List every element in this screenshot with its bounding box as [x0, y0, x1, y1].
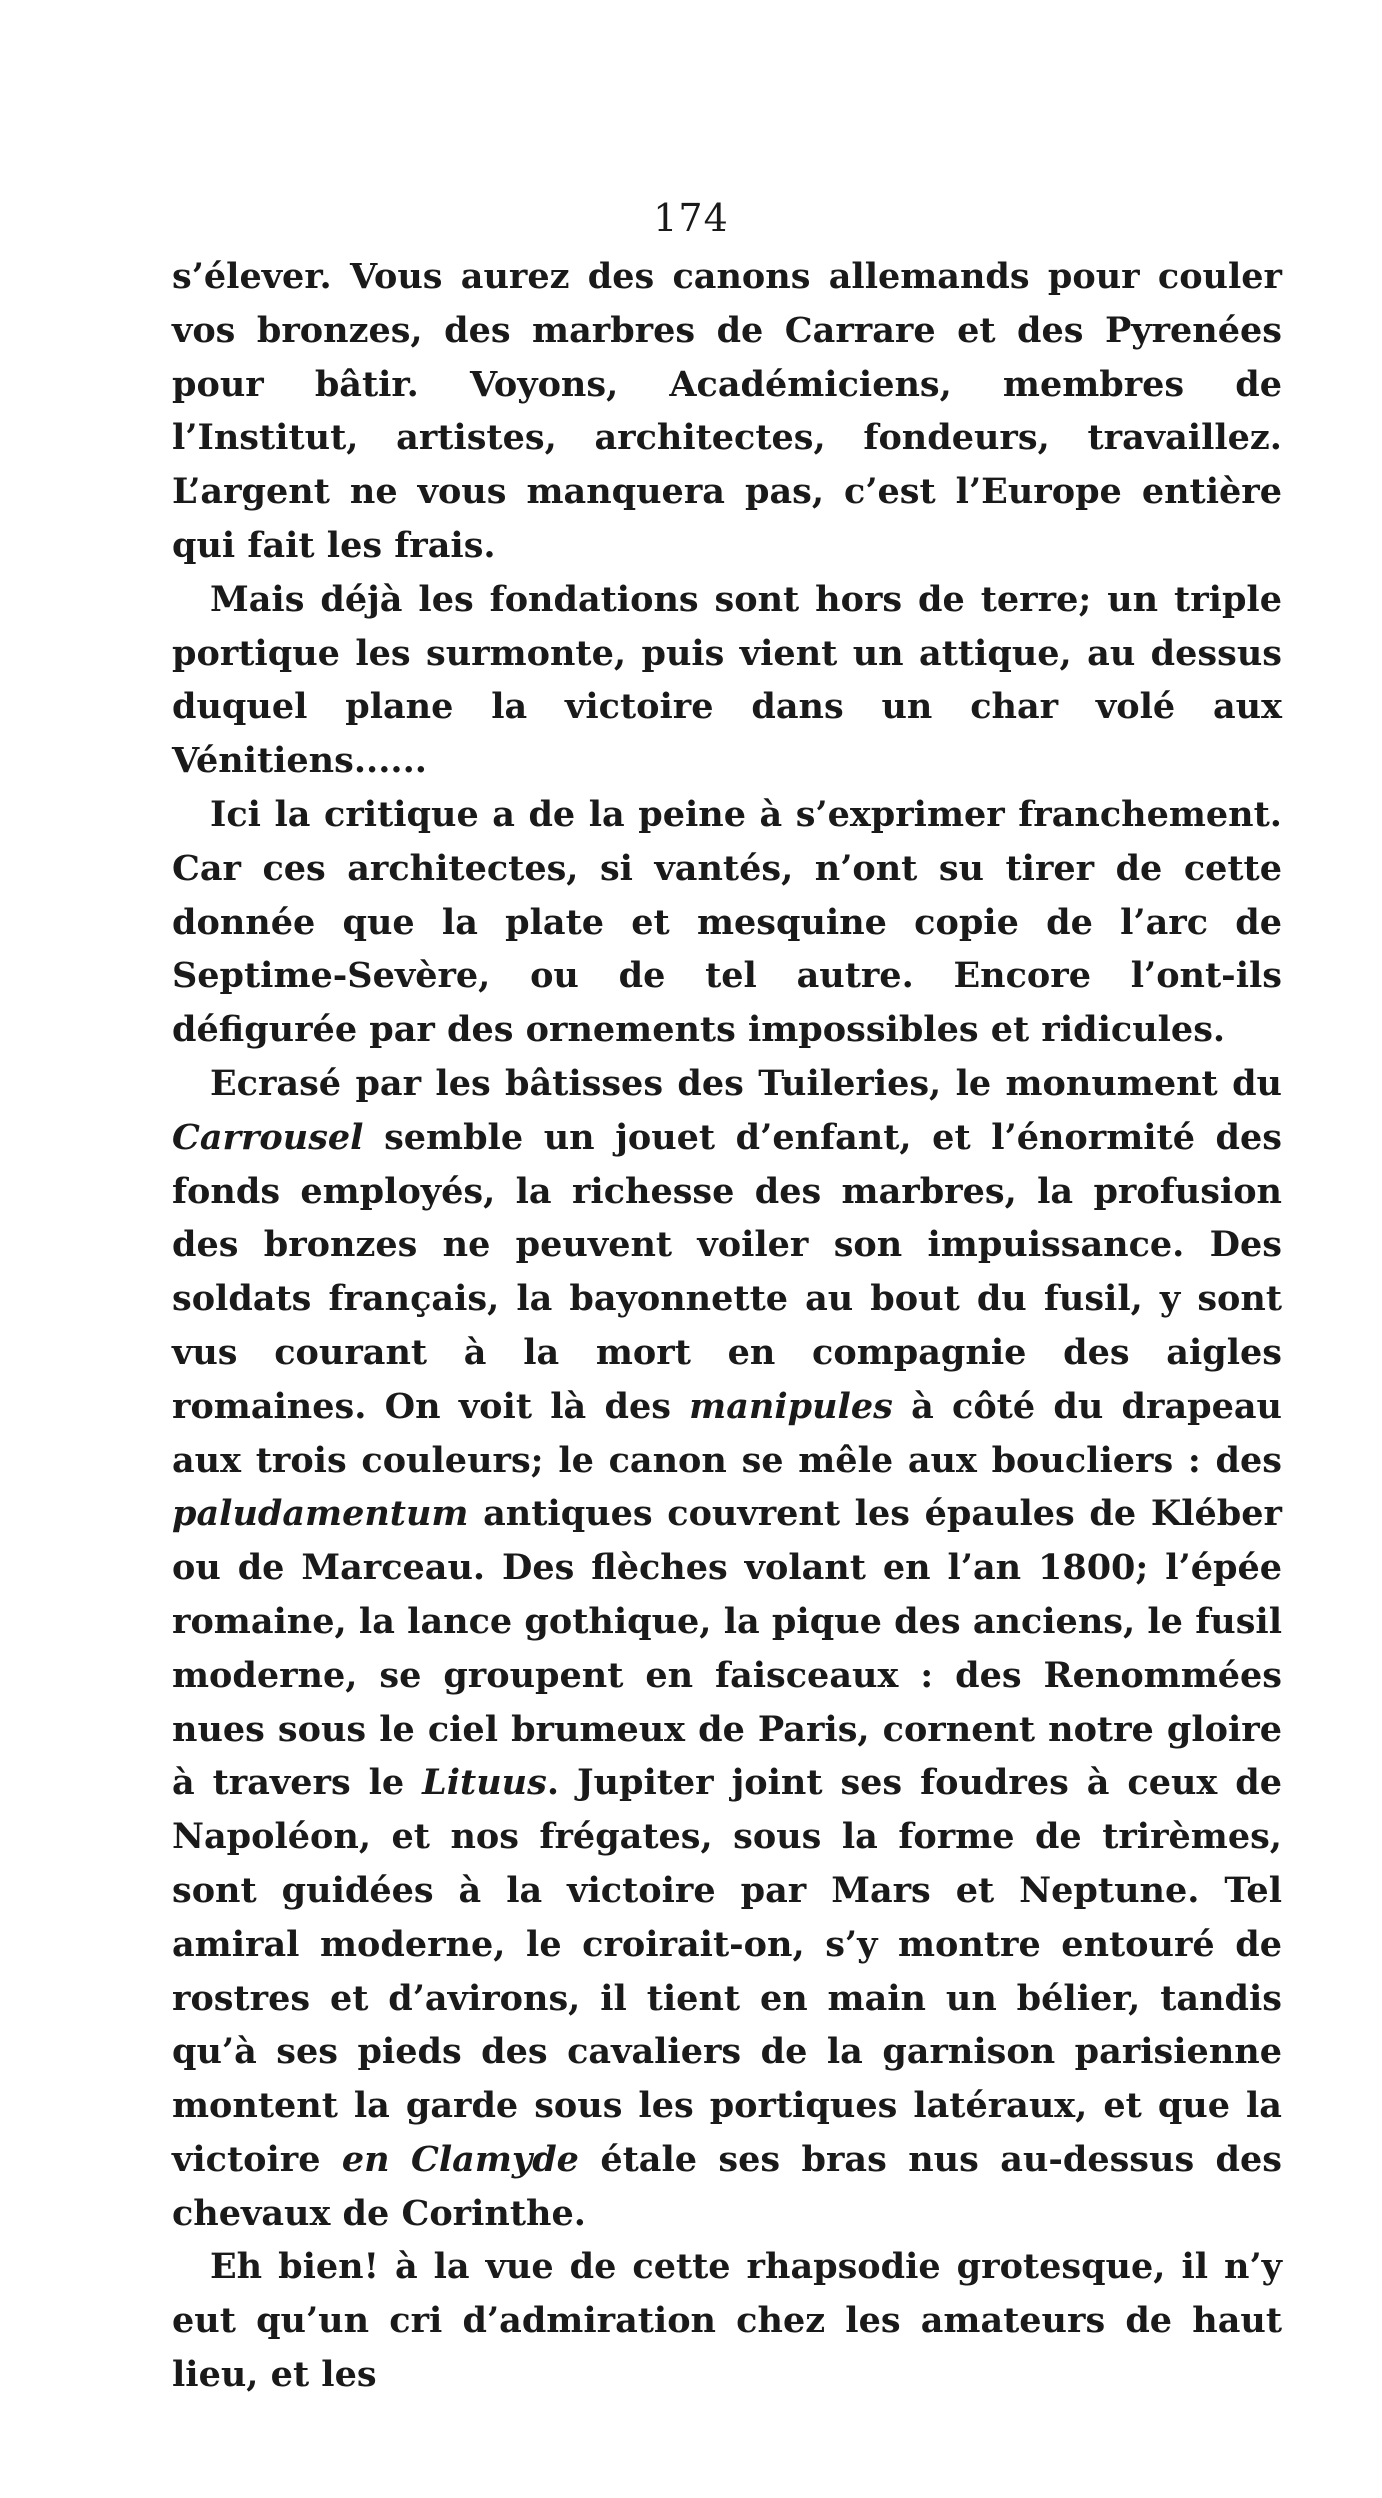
paragraph-4	[172, 1057, 1282, 2241]
text-segment: s’élever. Vous aurez des canons allemands pour couler vos bronzes, des marbres de Carrare et des Pyrenées pour bâtir. Voyons, Académiciens, membres de l’Institut, artistes, architectes, fondeurs, travaillez. L’argent ne vous manquera pas, c’est l’Europe entière qui fait les frais.	[172, 256, 1282, 566]
paragraph-5	[172, 2240, 1282, 2401]
italic-term-paludamentum: paludamentum	[172, 1493, 469, 1535]
italic-term-lituus: Lituus	[422, 1762, 547, 1804]
text-segment: antiques couvrent les épaules de Kléber ou de Marceau. Des flèches volant en l’an 1800; l’épée romaine, la lance gothique, la pique des anciens, le fusil moderne, se groupent en faisceaux : des Renommées nues sous le ciel brumeux de Paris, cornent notre gloire à travers le	[172, 1493, 1282, 1804]
text-segment: étale ses bras nus au-dessus des chevaux de Corinthe.	[172, 2138, 1282, 2234]
page-number: 174	[653, 196, 729, 240]
paragraph-3	[172, 788, 1282, 1057]
text-segment: Ici la critique a de la peine à s’exprimer franchement. Car ces architectes, si vantés, n’ont su tirer de cette donnée que la plate et mesquine copie de l’arc de Septime-Sevère, ou de tel autre. Encore l’ont-ils défigurée par des ornements impossibles et ridicules.	[172, 793, 1282, 1051]
italic-term-carrousel: Carrousel	[172, 1116, 364, 1158]
body-text	[172, 250, 1282, 2402]
text-segment: Mais déjà les fondations sont hors de terre; un triple portique les surmonte, puis vient un attique, au dessus duquel plane la victoire dans un char volé aux Vénitiens......	[172, 578, 1282, 782]
text-segment: à côté du drapeau aux trois couleurs; le canon se mêle aux boucliers : des	[172, 1385, 1282, 1481]
text-segment: . Jupiter joint ses foudres à ceux de Napoléon, et nos frégates, sous la forme de trirèmes, sont guidées à la victoire par Mars et Neptune. Tel amiral moderne, le croirait-on, s’y montre entouré de rostres et d’avirons, il tient en main un bélier, tandis qu’à ses pieds des cavaliers de la garnison parisienne montent la garde sous les portiques latéraux, et que la victoire	[172, 1762, 1282, 2180]
text-segment: Eh bien! à la vue de cette rhapsodie grotesque, il n’y eut qu’un cri d’admiration chez les amateurs de haut lieu, et les	[172, 2246, 1282, 2396]
text-segment: Ecrasé par les bâtisses des Tuileries, le monument du	[210, 1062, 1282, 1104]
italic-term-clamyde: en Clamyde	[341, 2138, 579, 2180]
text-segment: semble un jouet d’enfant, et l’énormité des fonds employés, la richesse des marbres, la profusion des bronzes ne peuvent voiler son impuissance. Des soldats français, la bayonnette au bout du fusil, y sont vus courant à la mort en compagnie des aigles romaines. On voit là des	[172, 1116, 1282, 1427]
italic-term-manipules: manipules	[689, 1385, 893, 1427]
paragraph-1	[172, 250, 1282, 573]
paragraph-2	[172, 573, 1282, 788]
